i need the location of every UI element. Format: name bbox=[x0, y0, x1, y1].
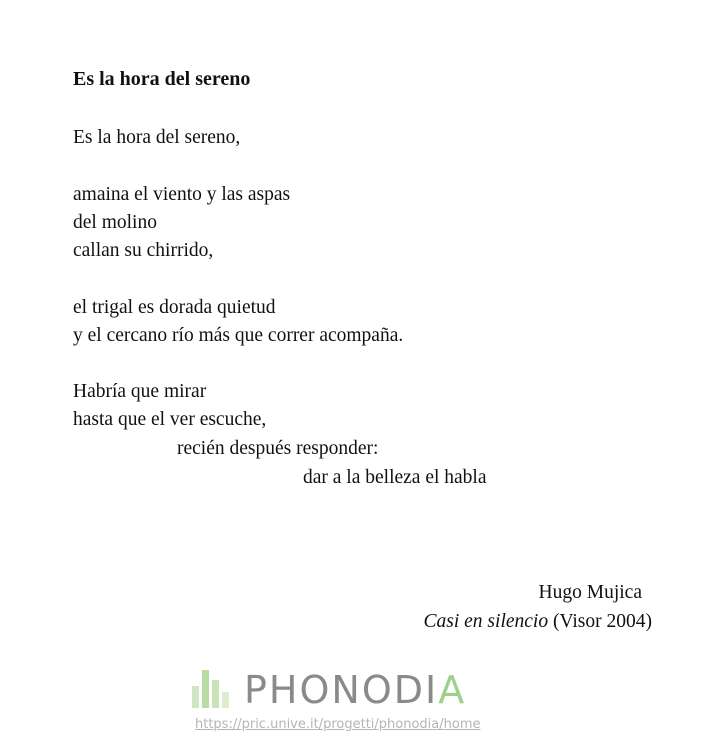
logo-wordmark-main: PHONODI bbox=[244, 668, 439, 712]
attribution bbox=[424, 580, 652, 635]
poem-line: dar a la belleza el habla bbox=[303, 467, 487, 488]
poem-title: Es la hora del sereno bbox=[73, 68, 251, 90]
book-reference bbox=[424, 609, 652, 635]
bar-chart-logo-icon bbox=[190, 670, 238, 710]
poem-line: el trigal es dorada quietud bbox=[73, 297, 276, 318]
phonodia-logo bbox=[190, 670, 466, 710]
poem-line: amaina el viento y las aspas bbox=[73, 184, 291, 205]
poem-line: del molino bbox=[73, 212, 157, 233]
poem-line: Es la hora del sereno, bbox=[73, 127, 241, 148]
book-edition: (Visor 2004) bbox=[552, 611, 652, 632]
poem-line: y el cercano río más que correr acompaña. bbox=[73, 325, 404, 346]
author-name: Hugo Mujica bbox=[538, 582, 642, 603]
poem-line: Habría que mirar bbox=[73, 381, 207, 402]
poem-line: hasta que el ver escuche, bbox=[73, 409, 267, 430]
project-url-link[interactable]: https://pric.unive.it/progetti/phonodia/home bbox=[195, 717, 481, 732]
poem-line: callan su chirrido, bbox=[73, 240, 214, 261]
logo-wordmark-accent: A bbox=[438, 668, 467, 712]
poem-line: recién después responder: bbox=[177, 438, 379, 459]
book-title: Casi en silencio bbox=[423, 611, 549, 632]
logo-wordmark bbox=[244, 670, 466, 710]
